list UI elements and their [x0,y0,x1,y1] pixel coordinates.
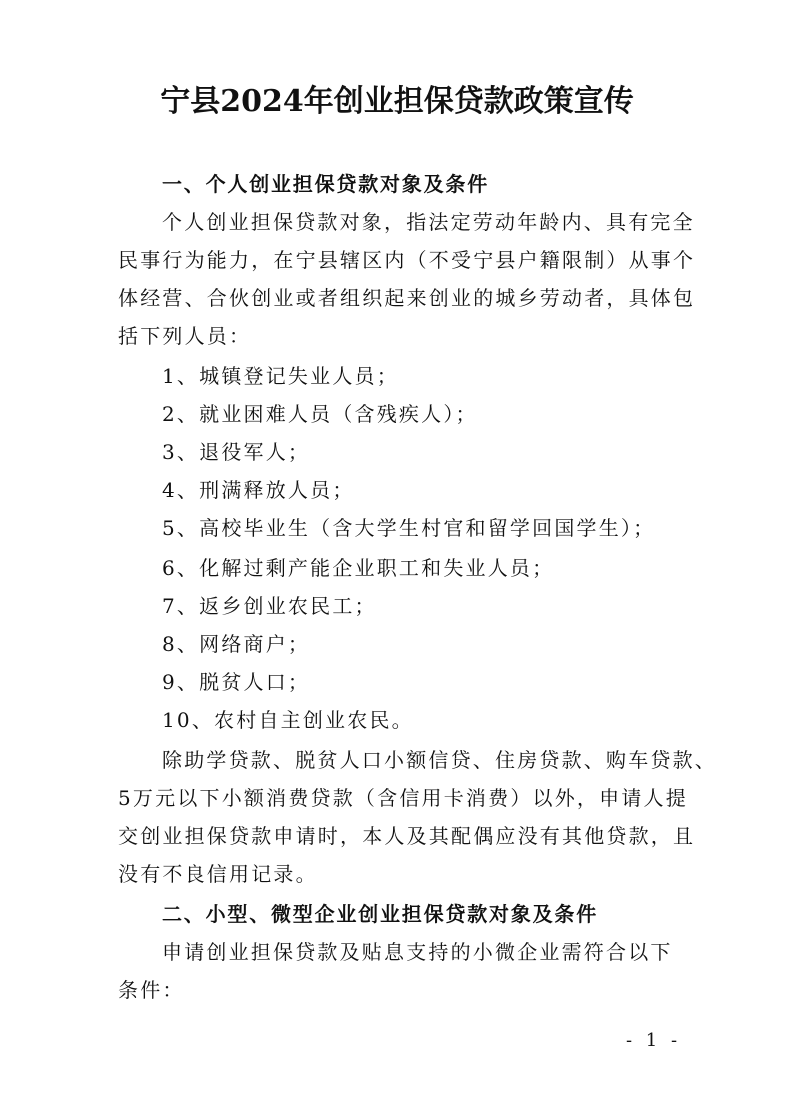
document-title: 宁县2024年创业担保贷款政策宣传 [160,84,634,119]
page-number: - 1 - [626,1030,682,1051]
list-item: 8、网络商户； [162,632,311,656]
list-item: 9、脱贫人口； [162,670,311,694]
list-item: 2、就业困难人员（含残疾人）； [162,402,478,426]
paragraph-line: 体经营、合伙创业或者组织起来创业的城乡劳动者，具体包 [118,286,696,310]
paragraph-line: 除助学贷款、脱贫人口小额信贷、住房贷款、购车贷款、 [162,748,717,772]
paragraph-line: 申请创业担保贷款及贴息支持的小微企业需符合以下 [162,940,673,964]
paragraph-line: 交创业担保贷款申请时，本人及其配偶应没有其他贷款，且 [118,824,696,848]
section-1-heading: 一、个人创业担保贷款对象及条件 [162,172,489,196]
list-item: 5、高校毕业生（含大学生村官和留学回国学生）； [162,516,656,540]
paragraph-line: 括下列人员： [118,324,252,348]
paragraph-line: 个人创业担保贷款对象，指法定劳动年龄内、具有完全 [162,210,695,234]
paragraph-line: 条件： [118,978,185,1002]
list-item: 10、农村自主创业农民。 [162,708,414,732]
list-item: 6、化解过剩产能企业职工和失业人员； [162,556,555,580]
list-item: 1、城镇登记失业人员； [162,364,399,388]
paragraph-line: 民事行为能力，在宁县辖区内（不受宁县户籍限制）从事个 [118,248,696,272]
list-item: 4、刑满释放人员； [162,478,355,502]
list-item: 3、退役军人； [162,440,311,464]
paragraph-line: 没有不良信用记录。 [118,862,318,886]
paragraph-line: 5万元以下小额消费贷款（含信用卡消费）以外，申请人提 [118,786,688,810]
list-item: 7、返乡创业农民工； [162,594,377,618]
section-2-heading: 二、小型、微型企业创业担保贷款对象及条件 [162,902,598,926]
